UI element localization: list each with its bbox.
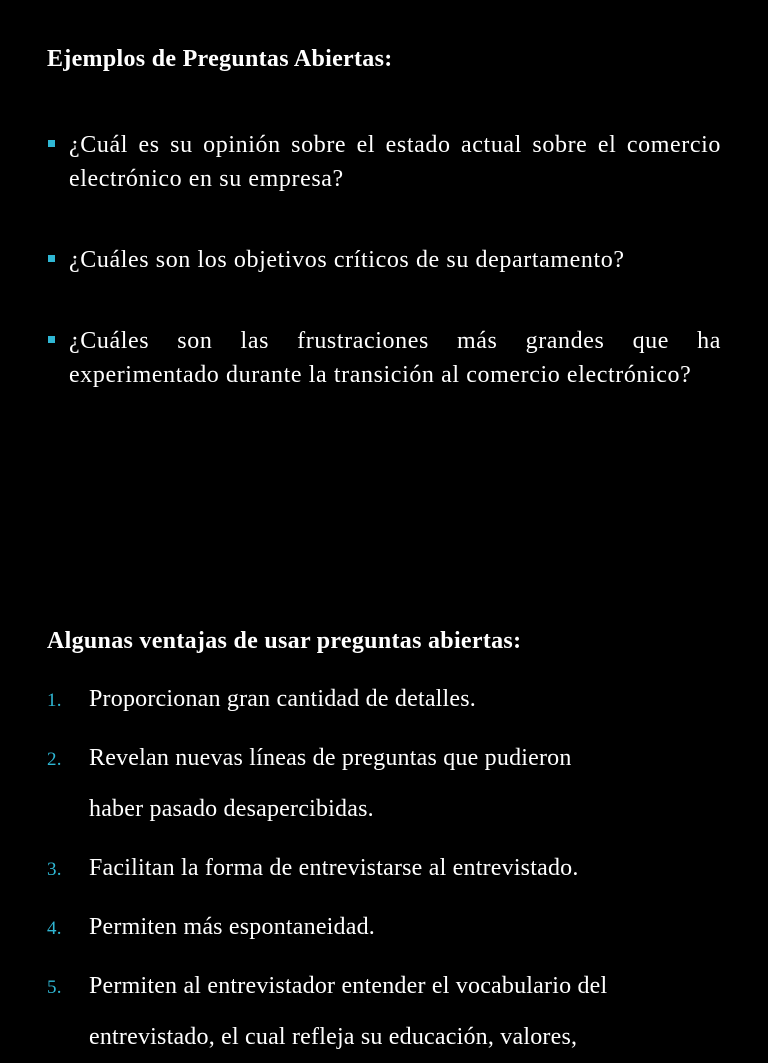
advantage-line: Proporcionan gran cantidad de detalles. [89, 686, 476, 712]
advantage-line: entrevistado, el cual refleja su educación, valores, [89, 1024, 578, 1050]
square-bullet-icon [48, 336, 55, 343]
advantage-line: Permiten al entrevistador entender el vocabulario del [89, 973, 608, 999]
list-item [47, 902, 727, 953]
advantage-line: Facilitan la forma de entrevistarse al entrevistado. [89, 855, 579, 881]
section-heading-examples: Ejemplos de Preguntas Abiertas: [47, 46, 393, 72]
advantage-line: Revelan nuevas líneas de preguntas que pudieron [89, 745, 572, 771]
list-number: 5. [47, 977, 62, 998]
question-text: ¿Cuáles son los objetivos críticos de su departamento? [69, 247, 625, 273]
advantage-line: Permiten más espontaneidad. [89, 914, 375, 940]
list-number: 3. [47, 859, 62, 880]
list-item [47, 243, 721, 277]
list-number: 1. [47, 690, 62, 711]
question-text: ¿Cuál es su opinión sobre el estado actual sobre el comercio electrónico en su empresa? [69, 132, 721, 192]
list-number: 2. [47, 749, 62, 770]
advantage-line: haber pasado desapercibidas. [89, 796, 374, 822]
square-bullet-icon [48, 255, 55, 262]
list-item [47, 961, 727, 1063]
square-bullet-icon [48, 140, 55, 147]
list-item [47, 324, 721, 392]
list-item [47, 674, 727, 725]
list-number: 4. [47, 918, 62, 939]
advantages-list [47, 674, 727, 1063]
list-item [47, 733, 727, 835]
question-text: ¿Cuáles son las frustraciones más grandes que ha experimentado durante la transición al comercio electrónico? [69, 328, 721, 388]
list-item [47, 128, 721, 196]
example-questions-list [47, 128, 721, 392]
section-heading-advantages: Algunas ventajas de usar preguntas abiertas: [47, 628, 522, 654]
list-item [47, 843, 727, 894]
